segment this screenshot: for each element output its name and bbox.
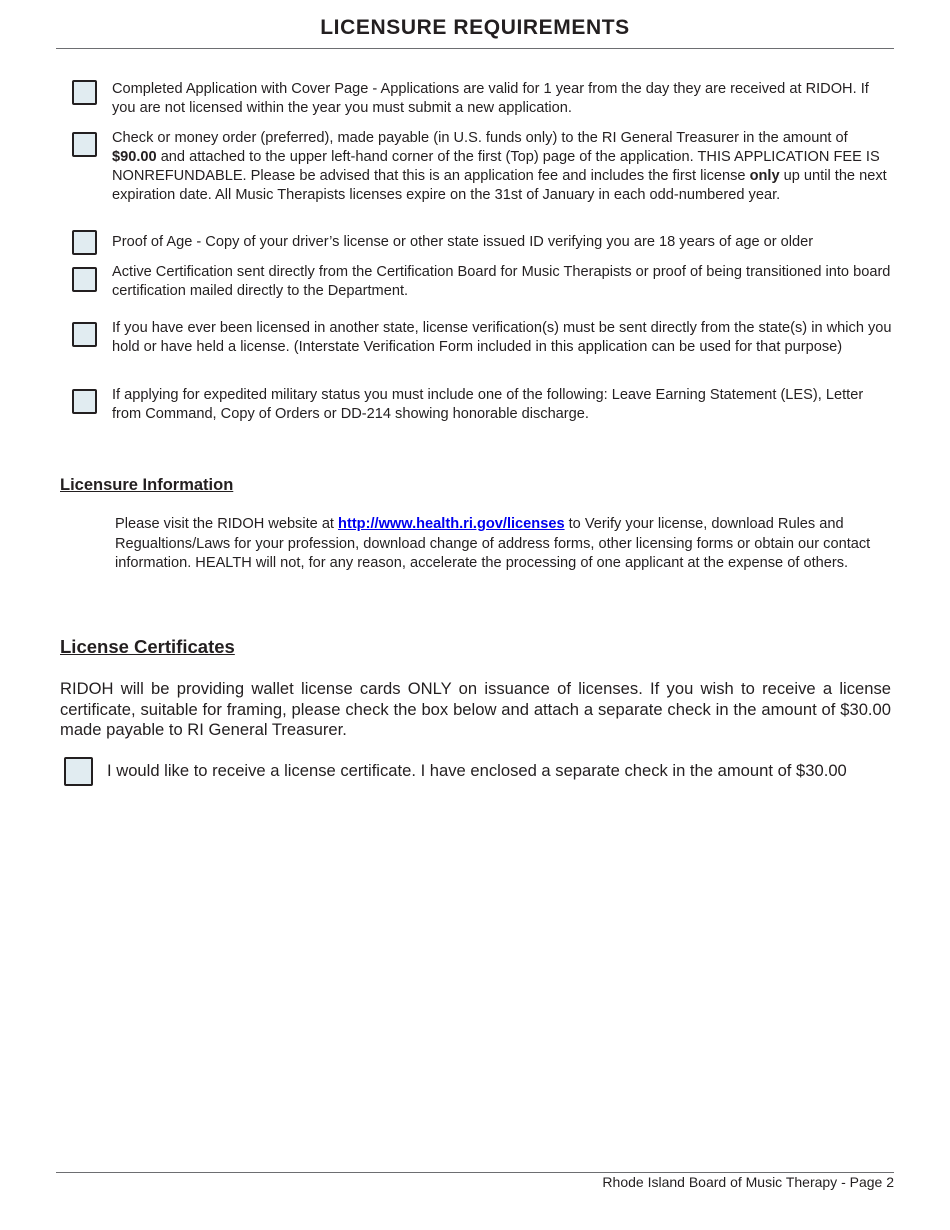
licensure-info-heading: Licensure Information [60,476,234,494]
page-title: LICENSURE REQUIREMENTS [320,16,630,39]
requirement-text: If you have ever been licensed in another state, license verification(s) must be sent directly from the state(s) in which you hold or have held a license. (Interstate Verification Form included in this application can be used for that purpose) [112,320,892,355]
fee-text-a: Check or money order (preferred), made payable (in U.S. funds only) to the RI General Treasurer in the amount of [112,130,848,146]
info-text-before: Please visit the RIDOH website at [115,516,339,532]
licensure-info-text [115,515,885,574]
certificates-heading: License Certificates [60,636,235,657]
header-divider [56,48,894,49]
info-text-after: to Verify your license, download Rules and Regualtions/Laws for your profession, download change of address forms, other licensing forms or obtain our contact information. HEALTH will not, for any reason, accelerate the processing of one applicant at the expense of others. [115,516,871,572]
requirement-checkbox-age[interactable] [72,230,97,255]
certificate-checkbox-label: I would like to receive a license certificate. I have enclosed a separate check in the amount of $30.00 [107,761,847,780]
page-footer: Rhode Island Board of Music Therapy - Page 2 [602,1174,894,1190]
requirement-checkbox-verification[interactable] [72,322,97,347]
requirement-text: Proof of Age - Copy of your driver’s license or other state issued ID verifying you are 18 years of age or older [112,234,814,250]
requirement-checkbox-fee[interactable] [72,132,97,157]
requirement-text: Active Certification sent directly from the Certification Board for Music Therapists or proof of being transitioned into board certification mailed directly to the Department. [112,264,891,299]
requirement-text: If applying for expedited military status you must include one of the following: Leave Earning Statement (LES), Letter from Command, Copy of Orders or DD-214 showing honorable discharge. [112,387,864,422]
requirement-text: Completed Application with Cover Page - Applications are valid for 1 year from the day they are received at RIDOH. If you are not licensed within the year you must submit a new application. [112,81,869,116]
fee-text-b: and attached to the upper left-hand corner of the first (Top) page of the application. THIS APPLICATION FEE IS NONREFUNDABLE. Please be advised that this is an application fee and includes the first license [112,149,880,184]
fee-amount: $90.00 [112,149,157,165]
requirement-text [112,129,894,205]
licenses-link[interactable]: http://www.health.ri.gov/licenses [338,516,565,532]
requirement-checkbox-certification[interactable] [72,267,97,292]
certificates-text: RIDOH will be providing wallet license cards ONLY on issuance of licenses. If you wish to receive a license certificate, suitable for framing, please check the box below and attach a separate check in the amount of $30.00 made payable to RI General Treasurer. [60,679,891,739]
fee-text-c: up until the next expiration date. All Music Therapists licenses expire on the 31st of January in each odd-numbered year. [112,168,887,203]
requirement-checkbox-military[interactable] [72,389,97,414]
certificate-checkbox[interactable] [64,757,93,786]
fee-emphasis: only [749,168,780,184]
requirement-checkbox-application[interactable] [72,80,97,105]
footer-divider [56,1172,894,1173]
